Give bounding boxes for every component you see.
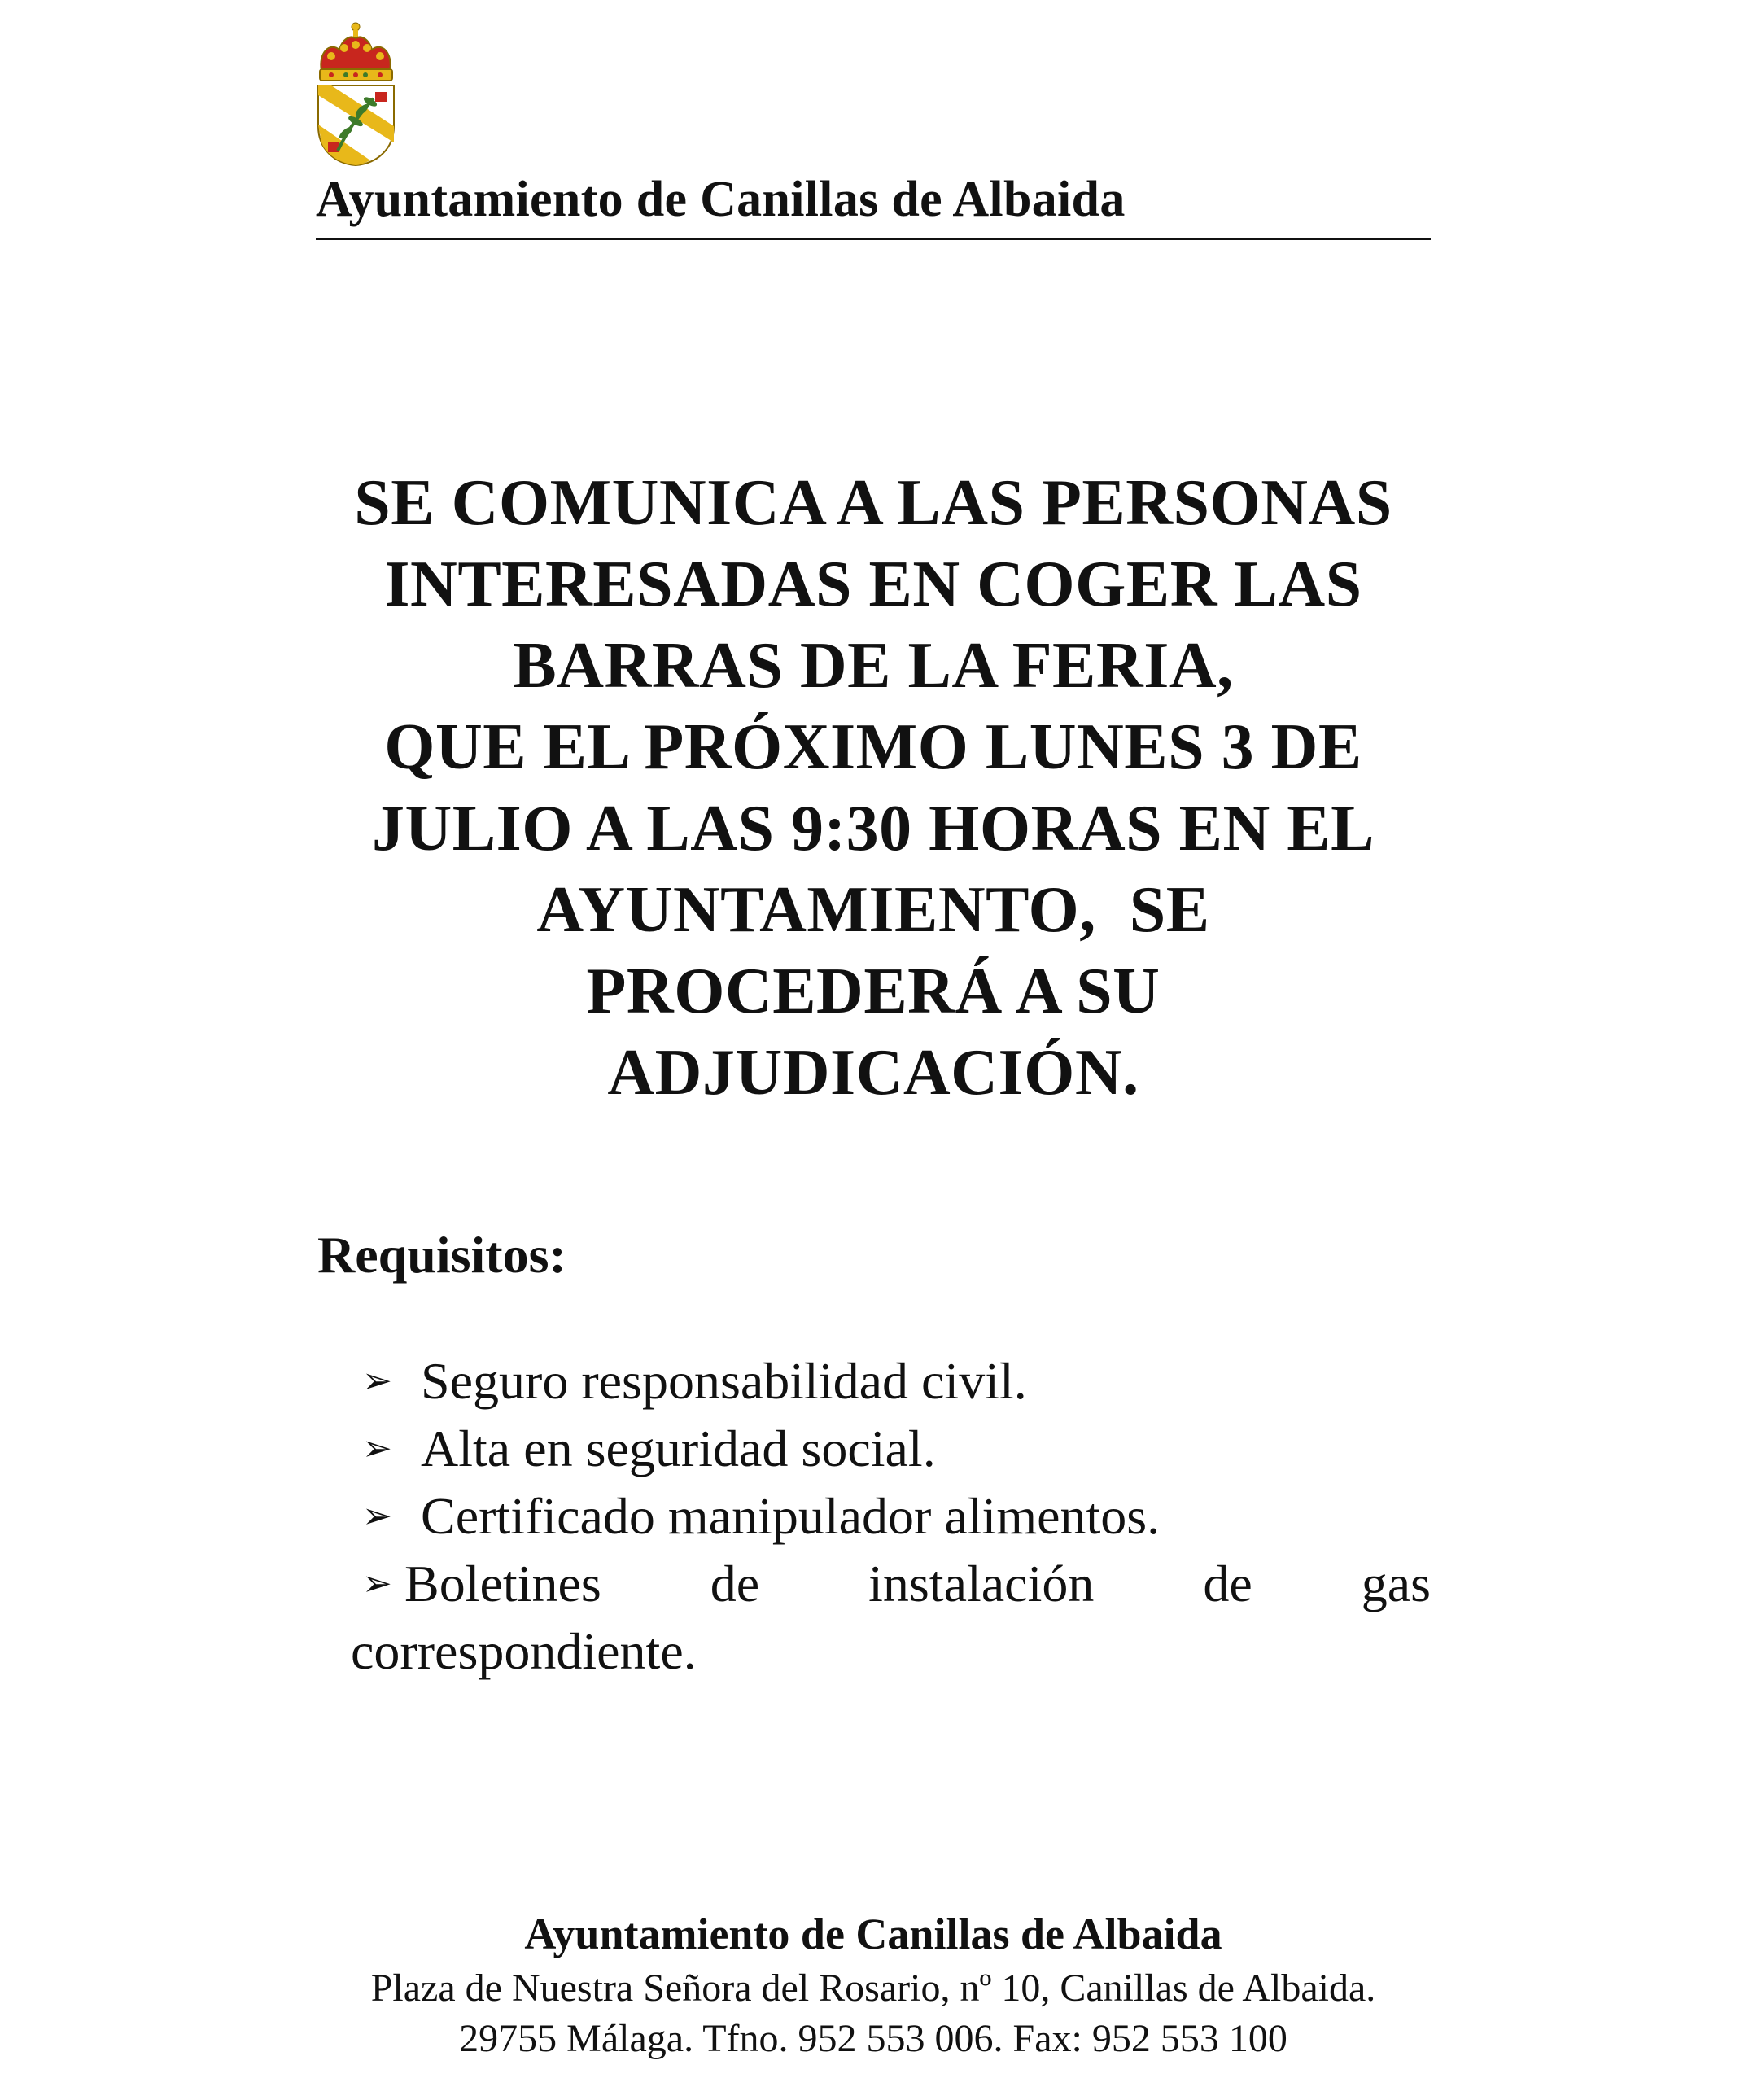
arrowhead-bullet-icon: ➢ <box>362 1563 392 1604</box>
requirement-word: Boletines <box>404 1555 601 1612</box>
requirement-item <box>362 1415 1431 1482</box>
requirement-text-continuation: correspondiente. <box>351 1622 697 1680</box>
requirement-word: instalación <box>868 1555 1095 1612</box>
header-rule <box>316 238 1431 240</box>
notice-line: QUE EL PRÓXIMO LUNES 3 DE <box>384 711 1362 783</box>
arrowhead-bullet-icon: ➢ <box>362 1360 392 1402</box>
requirement-word: de <box>710 1555 760 1612</box>
requirement-word: de <box>1203 1555 1252 1612</box>
requirement-item <box>362 1482 1431 1550</box>
requirement-item <box>351 1550 1431 1685</box>
requirements-list <box>351 1347 1431 1685</box>
arrowhead-bullet-icon: ➢ <box>362 1495 392 1537</box>
notice-line: BARRAS DE LA FERIA, <box>513 630 1234 702</box>
requirements-heading: Requisitos: <box>317 1226 566 1284</box>
requirement-item <box>362 1347 1431 1415</box>
requirement-word: gas <box>1361 1555 1431 1612</box>
notice-text <box>316 462 1431 1113</box>
notice-line: INTERESADAS EN COGER LAS <box>384 549 1362 620</box>
requirement-text: Alta en seguridad social. <box>421 1420 936 1477</box>
requirement-text: Seguro responsabilidad civil. <box>421 1352 1027 1410</box>
notice-line: ADJUDICACIÓN. <box>607 1037 1139 1109</box>
footer-name: Ayuntamiento de Canillas de Albaida <box>524 1910 1222 1958</box>
notice-line: SE COMUNICA A LAS PERSONAS <box>354 467 1392 539</box>
footer-address: Plaza de Nuestra Señora del Rosario, nº 10, Canillas de Albaida. <box>370 1967 1376 2010</box>
header-title: Ayuntamiento de Canillas de Albaida <box>316 172 1126 227</box>
notice-line: JULIO A LAS 9:30 HORAS EN EL <box>371 793 1375 864</box>
requirement-text: Certificado manipulador alimentos. <box>421 1487 1161 1545</box>
footer <box>316 1905 1431 2064</box>
arrowhead-bullet-icon: ➢ <box>362 1428 392 1469</box>
footer-contact: 29755 Málaga. Tfno. 952 553 006. Fax: 952 553 100 <box>459 2017 1287 2060</box>
municipal-coat-of-arms-icon <box>313 20 399 167</box>
requirement-text-first-row <box>362 1550 1431 1617</box>
notice-line: PROCEDERÁ A SU <box>586 956 1161 1027</box>
notice-line: AYUNTAMIENTO, SE <box>536 874 1210 946</box>
